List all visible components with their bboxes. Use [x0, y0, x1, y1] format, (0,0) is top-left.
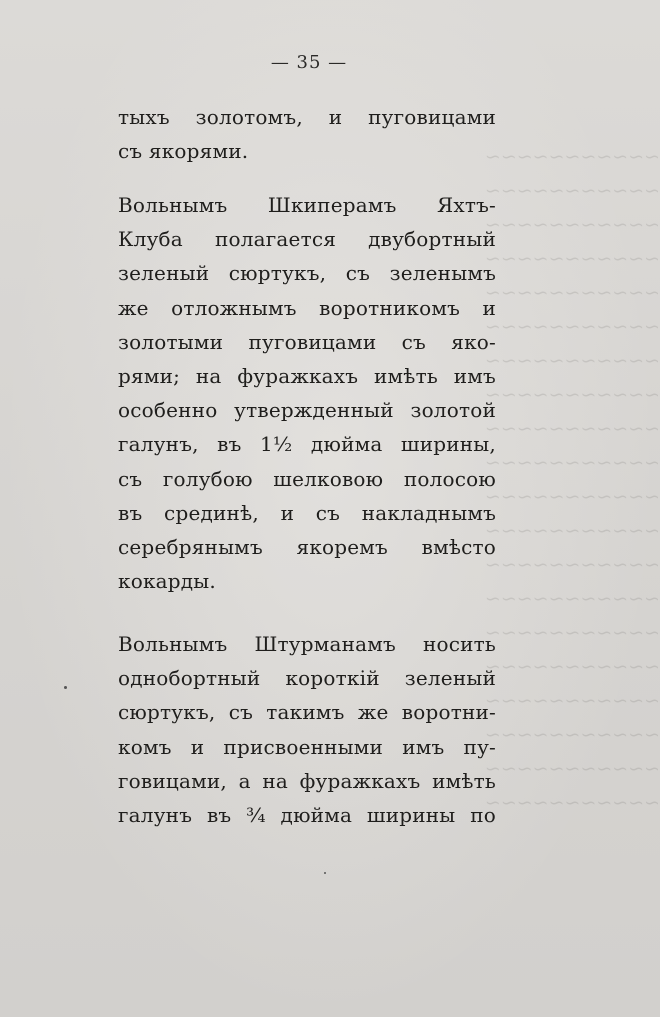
page-number: — 35 —	[270, 52, 348, 73]
text-line: сюртукъ, съ такимъ же воротни-	[118, 700, 496, 725]
bleed-through-reverse-side: ~~~~~~~~~~~ ~~~~~~~~~~~ ~~~~~~~~~~~ ~~~~~~~~~~~ ~~~~~~~~~~~ ~~~~~~~~~~~ ~~~~~~~~~~~ ~~~~~~~~~~~ ~~~~~~~~~~~ ~~~~~~~~~~~ ~~~~~~~~~~~ ~~~~~~~~~~~ ~~~~~~~~~~~ ~~~~~~~~~~~ ~~~~~~~~~~~ ~~~~~~~~~~~ ~~~~~~~~~~~ ~~~~~~~~~~~ ~~~~~~~~~~~ ~~~~~~~~~~~	[484, 146, 660, 814]
text-line: же отложнымъ воротникомъ и	[118, 295, 496, 320]
text-line: Клуба полагается двубортный	[118, 227, 496, 252]
text-line: говицами, а на фуражкахъ имѣть	[118, 768, 496, 793]
text-line: въ срединѣ, и съ накладнымъ	[118, 500, 496, 525]
text-line: тыхъ золотомъ, и пуговицами	[118, 105, 496, 129]
text-line: Вольнымъ Шкиперамъ Яхтъ-	[118, 193, 496, 217]
paragraph-continuation	[118, 100, 496, 168]
text-line: галунъ въ ¾ дюйма ширины по	[118, 802, 496, 827]
text-line: галунъ, въ 1½ дюйма ширины,	[118, 432, 496, 457]
paper-speck	[64, 686, 67, 689]
text-line: зеленый сюртукъ, съ зеленымъ	[118, 261, 496, 286]
text-line: особенно утвержденный золотой	[118, 398, 496, 423]
paragraph-navigators	[118, 627, 496, 832]
paper-speck	[324, 872, 326, 874]
text-line: серебрянымъ якоремъ вмѣсто	[118, 534, 496, 559]
text-line: однобортный короткій зеленый	[118, 666, 496, 691]
text-line: съ якорями.	[118, 139, 249, 164]
text-line: Вольнымъ Штурманамъ носить	[118, 632, 496, 656]
text-line: золотыми пуговицами съ яко-	[118, 329, 496, 354]
text-line: комъ и присвоенными имъ пу-	[118, 734, 496, 759]
text-line: съ голубою шелковою полосою	[118, 466, 496, 491]
paragraph-skippers	[118, 188, 496, 598]
text-line: рями; на фуражкахъ имѣть имъ	[118, 363, 496, 388]
text-line: кокарды.	[118, 569, 216, 594]
